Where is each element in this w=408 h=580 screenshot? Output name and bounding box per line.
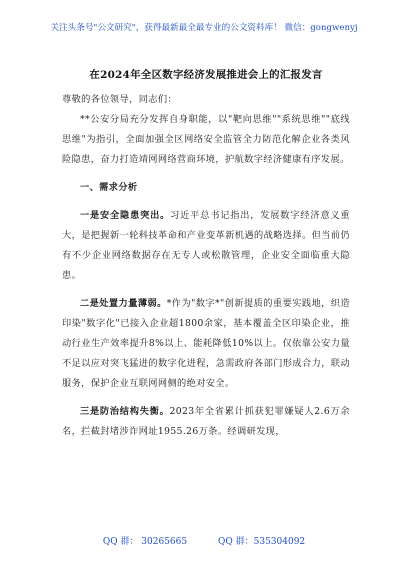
paragraph-1 (62, 206, 350, 286)
paragraph-3-lead: 三是防治结构失衡。 (80, 406, 170, 417)
paragraph-2-lead: 二是处置力量薄弱。 (80, 298, 167, 309)
header-note: 关注头条号"公文研究"，获得最新最全最专业的公文资料库！ 微信：gongwenyj (50, 23, 358, 33)
paragraph-3-body: 2023年全省累计抓获犯罪嫌疑人2.6万余名，拦截封堵涉诈网址1955.26万条。经调研发现， (62, 406, 350, 437)
paragraph-1-lead: 一是安全隐患突出。 (80, 210, 171, 221)
paragraph-1-body: 习近平总书记指出，发展数字经济意义重大，是把握新一轮科技革命和产业变革新机遇的战略选择。但当前仍有不少企业网络数据存在无专人或松散管理，企业安全面临重大隐患。 (62, 210, 350, 281)
document-title: 在2024年全区数字经济发展推进会上的汇报发言 (89, 69, 323, 81)
intro-paragraph: **公安分局充分发挥自身职能，以"靶向思维""系统思维""底线思维"为指引，全面加强全区网络安全监管全力防范化解企业各类风险隐患，奋力打造靖网网络营商环境，护航数字经济健康有序发展。 (62, 114, 350, 165)
footer-qq-group-2: QQ 群：535304092 (218, 537, 306, 547)
document-body (62, 66, 350, 442)
salutation: 尊敬的各位领导，同志们： (62, 94, 178, 105)
section-heading: 一、需求分析 (80, 182, 138, 193)
paragraph-2 (62, 294, 350, 394)
footer-qq-group-1: QQ 群： 30265665 (102, 537, 188, 547)
paragraph-3 (62, 402, 350, 442)
paragraph-2-body: *作为"数字*"创新提质的重要实践地，织造印染"数字化"已接入企业超1800余家，基本覆盖全区印染企业，推动行业生产效率提升8%以上、能耗降低10%以上。仅依靠公安力量不足以应对突飞猛进的数字化进程，急需政府各部门形成合力，联动服务，保护企业互联网网侧的绝对安全。 (62, 298, 350, 389)
footer (0, 534, 408, 547)
